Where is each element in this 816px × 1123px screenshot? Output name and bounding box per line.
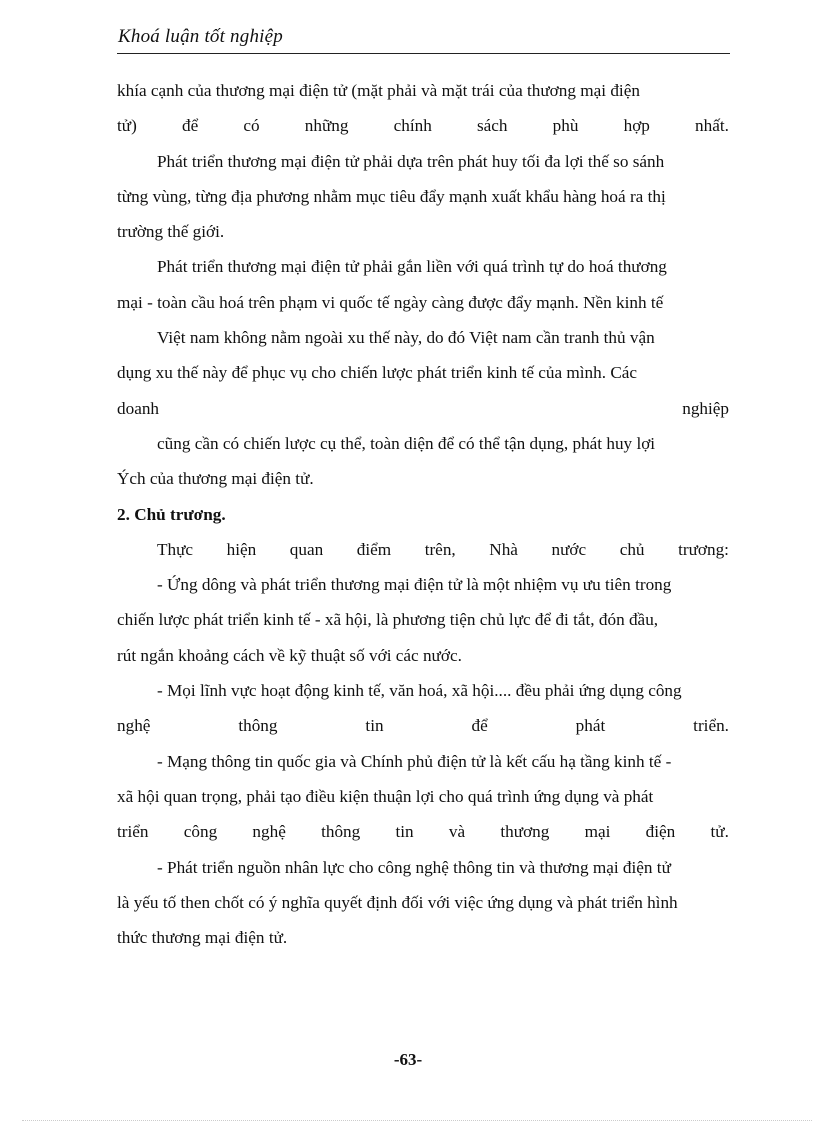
- text-line: là yếu tố then chốt có ý nghĩa quyết định đối với việc ứng dụng và phát triển hình: [117, 892, 678, 912]
- page-number: -63-: [393, 1050, 423, 1069]
- header-title: Khoá luận tốt nghiệp: [118, 26, 283, 47]
- word: điện: [645, 822, 676, 842]
- text-line: [117, 391, 729, 426]
- word: tử): [117, 116, 137, 136]
- word: nghệ: [117, 716, 151, 736]
- text-line: - Phát triển nguồn nhân lực cho công nghệ thông tin và thương mại điện tử: [157, 857, 671, 877]
- document-body: [117, 73, 729, 955]
- text-line: trường thế giới.: [117, 222, 225, 242]
- word: Nhà: [489, 539, 518, 559]
- word: nghiệp: [682, 398, 729, 418]
- word: chính: [393, 116, 432, 136]
- word: chủ: [619, 539, 645, 559]
- word: triển.: [693, 716, 729, 736]
- text-line: Ých của thương mại điện tử.: [117, 469, 314, 489]
- text-line: chiến lược phát triển kinh tế - xã hội, là phương tiện chủ lực để đi tắt, đón đầu,: [117, 610, 659, 630]
- word: trên,: [424, 539, 456, 559]
- word: phù: [552, 116, 579, 136]
- word: phát: [575, 716, 606, 736]
- word: tin: [395, 822, 414, 842]
- word: công: [183, 822, 218, 842]
- word: nghệ: [252, 822, 286, 842]
- page-bottom-rule: [22, 1120, 812, 1121]
- word: doanh: [117, 398, 160, 418]
- word: nước: [551, 539, 587, 559]
- page-header: [117, 26, 730, 54]
- word: những: [304, 116, 349, 136]
- word: tin: [365, 716, 384, 736]
- text-line: khía cạnh của thương mại điện tử (mặt phải và mặt trái của thương mại điện: [117, 81, 640, 100]
- word: có: [243, 116, 260, 136]
- word: tử.: [710, 822, 729, 842]
- word: để: [471, 716, 488, 736]
- text-line: - Mọi lĩnh vực hoạt động kinh tế, văn hoá, xã hội.... đều phải ứng dụng công: [157, 681, 682, 701]
- text-line: - Mạng thông tin quốc gia và Chính phủ điện tử là kết cấu hạ tầng kinh tế -: [157, 751, 672, 771]
- word: quan: [289, 539, 324, 559]
- text-line: [117, 708, 729, 743]
- word: thông: [321, 822, 361, 842]
- word: thương: [500, 822, 550, 842]
- word: sách: [476, 116, 508, 136]
- word: Thực: [157, 539, 194, 559]
- word: mại: [584, 822, 611, 842]
- word: thông: [238, 716, 278, 736]
- text-line: Phát triển thương mại điện tử phải dựa trên phát huy tối đa lợi thế so sánh: [157, 151, 665, 171]
- text-line: dụng xu thế này để phục vụ cho chiến lược phát triển kinh tế của mình. Các: [117, 363, 638, 383]
- text-line: thức thương mại điện tử.: [117, 928, 288, 948]
- word: điểm: [356, 539, 392, 559]
- word: để: [181, 116, 199, 136]
- text-line: xã hội quan trọng, phải tạo điều kiện thuận lợi cho quá trình ứng dụng và phát: [117, 786, 654, 806]
- word: triển: [117, 822, 149, 842]
- text-line: - Ứng dông và phát triển thương mại điện tử là một nhiệm vụ ưu tiên trong: [157, 575, 672, 595]
- text-line: [117, 532, 729, 567]
- word: nhất.: [695, 116, 729, 136]
- text-line: Phát triển thương mại điện tử phải gắn liền với quá trình tự do hoá thương: [157, 257, 667, 277]
- text-line: [117, 814, 729, 849]
- text-line: [117, 108, 729, 143]
- section-heading: 2. Chủ trương.: [117, 504, 226, 524]
- text-line: Việt nam không nằm ngoài xu thế này, do đó Việt nam cần tranh thủ vận: [157, 328, 655, 348]
- text-line: từng vùng, từng địa phương nhằm mục tiêu đẩy mạnh xuất khẩu hàng hoá ra thị: [117, 186, 666, 206]
- text-line: rút ngắn khoảng cách về kỹ thuật số với các nước.: [117, 645, 462, 665]
- text-line: cũng cần có chiến lược cụ thể, toàn diện để có thể tận dụng, phát huy lợi: [157, 433, 656, 453]
- word: và: [448, 822, 466, 842]
- word: hợp: [623, 116, 650, 136]
- text-line: mại - toàn cầu hoá trên phạm vi quốc tế ngày càng được đẩy mạnh. Nền kinh tế: [117, 292, 664, 312]
- word: hiện: [226, 539, 257, 559]
- word: trương:: [678, 539, 729, 559]
